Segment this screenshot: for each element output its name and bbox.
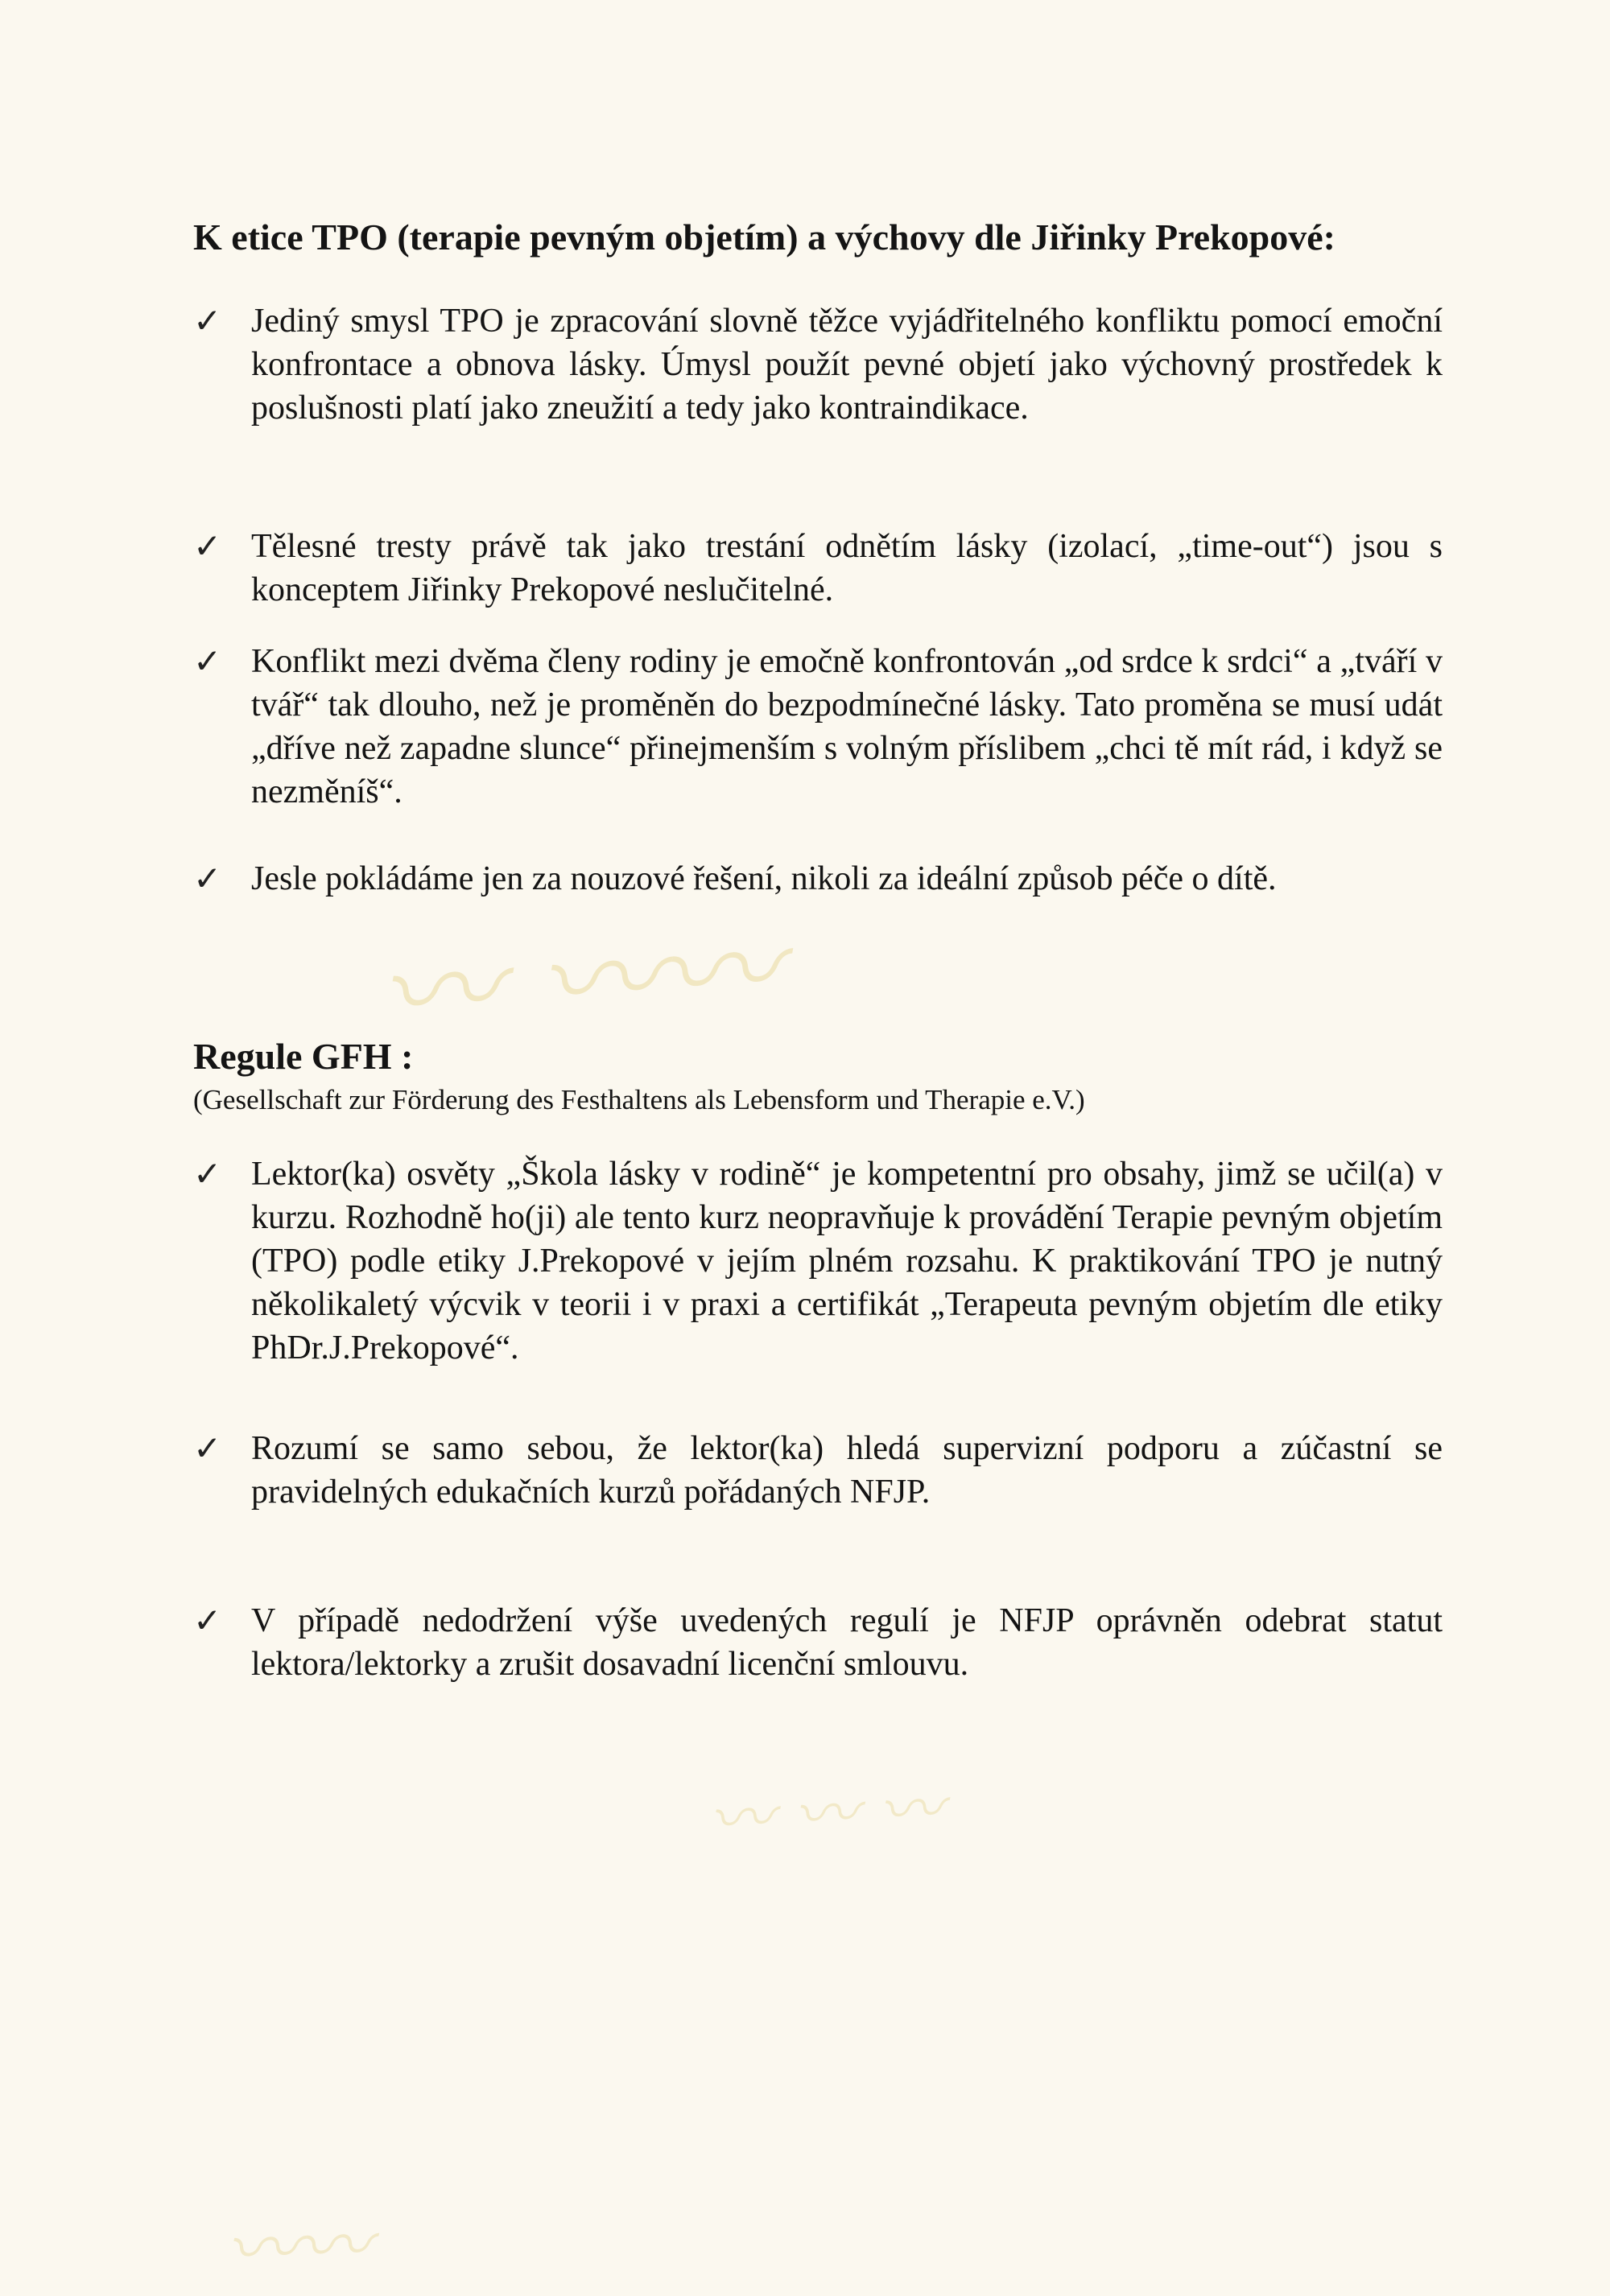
list-item-text: Jesle pokládáme jen za nouzové řešení, nikoli za ideální způsob péče o dítě. xyxy=(251,860,1277,897)
list-item-text: Jediný smysl TPO je zpracování slovně těžce vyjádřitelného konfliktu pomocí emoční konfrontace a obnova lásky. Úmysl použít pevné objetí jako výchovný prostředek k poslušnosti platí jako zneužití a tedy jako kontraindikace. xyxy=(251,303,1443,427)
checkmark-icon: ✓ xyxy=(193,859,222,898)
section-1-title: K etice TPO (terapie pevným objetím) a výchovy dle Jiřinky Prekopové: xyxy=(193,216,1335,258)
show-through-mark: 〰〰 xyxy=(224,2203,373,2294)
checkmark-icon: ✓ xyxy=(193,526,222,566)
show-through-signature: 〰 〰〰 xyxy=(374,899,785,1068)
section-2-subtitle: (Gesellschaft zur Förderung des Festhaltens als Lebensform und Therapie e.V.) xyxy=(193,1084,1085,1115)
list-item-text: Tělesné tresty právě tak jako trestání odnětím lásky (izolací, „time-out“) jsou s konceptem Jiřinky Prekopové neslučitelné. xyxy=(251,528,1443,608)
checkmark-icon: ✓ xyxy=(193,1601,222,1640)
checkmark-icon: ✓ xyxy=(193,1428,222,1468)
list-item-text: V případě nedodržení výše uvedených regulí je NFJP oprávněn odebrat statut lektora/lektorky a zrušit dosavadní licenční smlouvu. xyxy=(251,1602,1443,1683)
list-item-text: Lektor(ka) osvěty „Škola lásky v rodině“ je kompetentní pro obsahy, jimž se učil(a) v kurzu. Rozhodně ho(ji) ale tento kurz neopravňuje k provádění Terapie pevným objetím (TPO) podle etiky J.Prekopové v jejím plném rozsahu. K praktikování TPO je nutný několikaletý výcvik v teorii i v praxi a certifikát „Terapeuta pevným objetím dle etiky PhDr.J.Prekopové“. xyxy=(251,1156,1443,1366)
checkmark-icon: ✓ xyxy=(193,301,222,340)
show-through-date: 〰 〰 〰 xyxy=(707,1770,945,1858)
section-2-title: Regule GFH : xyxy=(193,1036,414,1077)
list-item-text: Konflikt mezi dvěma členy rodiny je emočně konfrontován „od srdce k srdci“ a „tváří v tvář“ tak dlouho, než je proměněn do bezpodmínečné lásky. Tato proměna se musí udát „dříve než zapadne slunce“ přinejmenším s volným příslibem „chci tě mít rád, i když se nezměníš“. xyxy=(251,643,1443,810)
checkmark-icon: ✓ xyxy=(193,1154,222,1193)
checkmark-icon: ✓ xyxy=(193,641,222,681)
list-item-text: Rozumí se samo sebou, že lektor(ka) hledá supervizní podporu a zúčastní se pravidelných edukačních kurzů pořádaných NFJP. xyxy=(251,1430,1443,1511)
